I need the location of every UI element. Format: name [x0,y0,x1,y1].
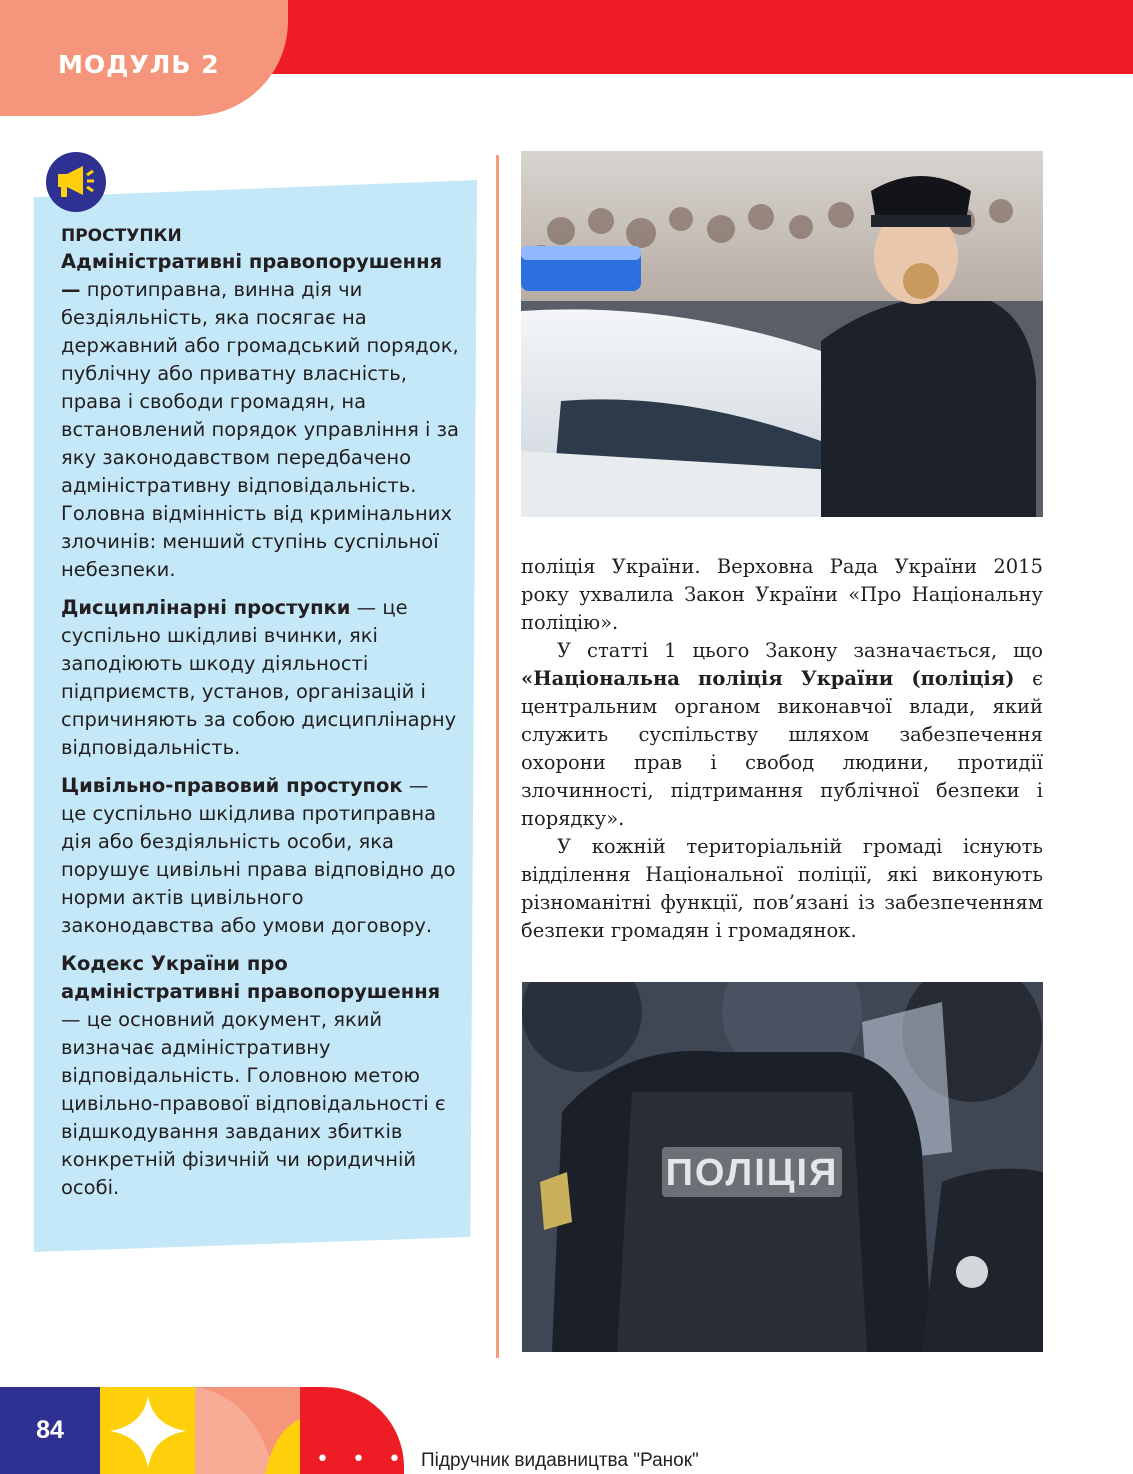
definition-civil [61,772,459,940]
paragraph-2-end: є центральним органом виконавчої влади, який служить суспільству шляхом забезпечення охорони прав і свобод людини, протидії злочинності, підтримання публічної безпеки і порядку». [521,667,1043,830]
photo-riot-police [522,982,1043,1352]
vest-label: ПОЛІЦІЯ [665,1152,839,1194]
term-administrative: Адміністративні правопорушення — [61,250,443,301]
column-divider [496,155,499,1358]
definition-code [61,950,459,1202]
term-disciplinary: Дисциплінарні проступки [61,596,351,619]
footer-dots: • • • • [316,1447,445,1472]
megaphone-icon [56,165,96,199]
paragraph-2-start: У статті 1 цього Закону зазначається, що [557,639,1043,662]
publisher-credit: Підручник видавництва "Ранок" [421,1450,699,1471]
footer-yellow-block [100,1387,195,1474]
text-code: — це основний документ, який визначає адміністративну відповідальність. Головною метою цивільно-правової відповідальності є відшкодування завданих збитків конкретній фізичній чи юридичній особі. [61,1008,446,1199]
definitions-text [61,224,459,1212]
module-title: МОДУЛЬ 2 [58,50,220,79]
term-code: Кодекс України про адміністративні правопорушення [61,952,441,1003]
footer-salmon-block [195,1387,305,1474]
text-administrative: протиправна, винна дія чи бездіяльність, яка посягає на державний або громадський порядок, публічну або приватну власність, права і свободи громадян, на встановлений порядок управління і за яку законодавством передбачено адміністративну відповідальність. Головна відмінність від кримінальних злочинів: менший ступінь суспільної небезпеки. [61,278,459,581]
term-civil: Цивільно-правовий проступок [61,774,403,797]
definition-disciplinary [61,594,459,762]
section-heading: ПРОСТУПКИ [61,226,182,246]
main-text [521,553,1043,945]
paragraph-3: У кожній територіальній громаді існують відділення Національної поліції, які виконують різноманітні функції, пов’язані із забезпеченням безпеки громадян і громадянок. [521,835,1043,942]
definition-administrative [61,248,459,584]
text-civil: — це суспільно шкідлива протиправна дія або бездіяльність особи, яка порушує цивільні права відповідно до норми актів цивільного законодавства або умови договору. [61,774,456,937]
paragraph-2 [521,637,1043,833]
megaphone-badge [46,152,106,212]
paragraph-1: поліція України. Верховна Рада України 2015 року ухвалила Закон України «Про Національну поліцію». [521,555,1043,634]
paragraph-2-bold: «Національна поліція України (поліція) [521,667,1015,690]
star-icon [100,1387,195,1474]
page-number: 84 [0,1387,100,1474]
photo-police-officer [521,151,1043,517]
text-disciplinary: — це суспільно шкідливі вчинки, які заподіюють шкоду діяльності підприємств, установ, організацій і спричиняють за собою дисциплінарну відповідальність. [61,596,457,759]
